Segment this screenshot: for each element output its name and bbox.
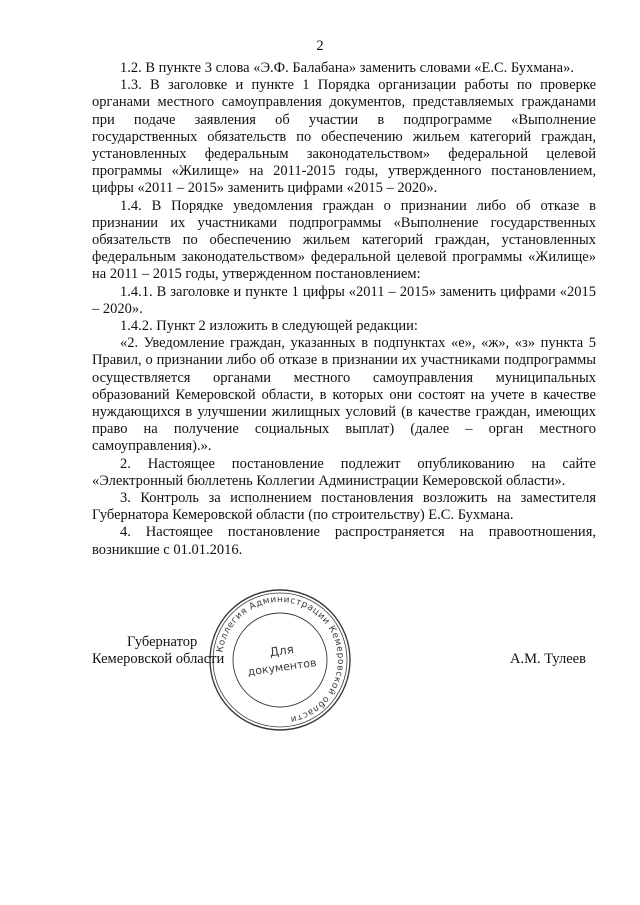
signature-title: Губернатор (127, 634, 198, 650)
paragraph-1-4: 1.4. В Порядке уведомления граждан о признании либо об отказе в признании их участниками подпрограммы «Выполнение государственных обязательств по обеспечению жильем категорий граждан, установленных федеральным законодательством» федеральной целевой программы «Жилище» на 2011 – 2015 годы, утвержденном постановлением: (92, 197, 596, 283)
signature-name: А.М. Тулеев (510, 651, 586, 667)
paragraph-1-2: 1.2. В пункте 3 слова «Э.Ф. Балабана» заменить словами «Е.С. Бухмана». (120, 60, 574, 76)
seal-center-line2: документов (246, 656, 318, 679)
paragraph-2: 2. Настоящее постановление подлежит опубликованию на сайте «Электронный бюллетень Коллегии Администрации Кемеровской области». (92, 455, 596, 489)
document-body (92, 60, 596, 559)
seal-rings (210, 590, 350, 730)
seal-ring-text: Коллегия Администрации Кемеровской области (215, 594, 346, 725)
paragraph-1-3: 1.3. В заголовке и пункте 1 Порядка организации работы по проверке органами местного самоуправления документов, представляемых гражданами при подаче заявления об участии в подпрограмме «Выполнение государственных обязательств по обеспечению жильем категорий граждан, установленных федеральным законодательством» федеральной целевой программы «Жилище» на 2011-2015 годы, утвержденного постановлением, цифры «2011 – 2015» заменить цифрами «2015 – 2020». (92, 77, 596, 197)
paragraph-1-4-1: 1.4.1. В заголовке и пункте 1 цифры «2011 – 2015» заменить цифрами «2015 – 2020». (92, 283, 596, 317)
seal-stamp (205, 585, 355, 735)
paragraph-3: 3. Контроль за исполнением постановления возложить на заместителя Губернатора Кемеровской области (по строительству) Е.С. Бухмана. (92, 490, 596, 524)
paragraph-quote: «2. Уведомление граждан, указанных в подпунктах «е», «ж», «з» пункта 5 Правил, о признании либо об отказе в признании их участниками подпрограммы осуществляется органами местного самоуправления муниципальных образований Кемеровской области, в которых они состоят на учете в качестве нуждающихся в улучшении жилищных условий (в качестве граждан, имеющих право на получение социальных выплат) (далее – орган местного самоуправления).». (92, 335, 596, 455)
paragraph-1-4-2: 1.4.2. Пункт 2 изложить в следующей редакции: (120, 318, 418, 335)
paragraph-4: 4. Настоящее постановление распространяется на правоотношения, возникшие с 01.01.2016. (92, 524, 596, 558)
signature-region: Кемеровской области (92, 651, 225, 667)
seal-center-line1: Для (268, 642, 295, 660)
page-number: 2 (316, 38, 324, 54)
